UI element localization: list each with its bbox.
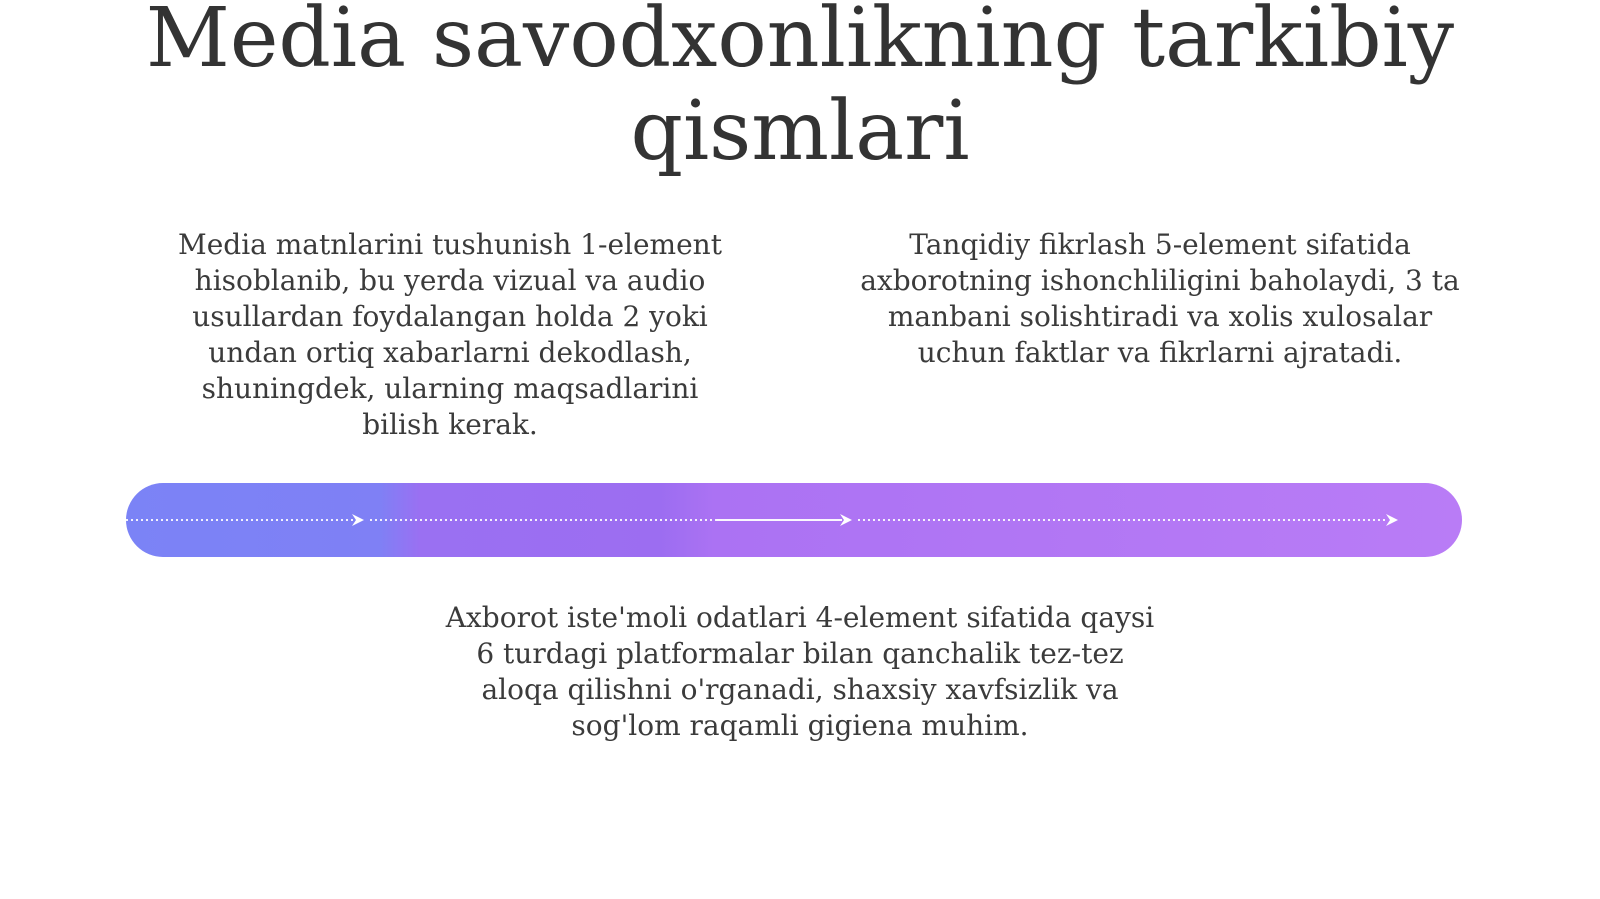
timeline-bar bbox=[126, 483, 1462, 557]
page-title: Media savodxonlikning tarkibiy qismlari bbox=[145, 0, 1455, 179]
timeline-graphic bbox=[126, 483, 1462, 557]
element-note-critical-thinking: Tanqidiy fikrlash 5-element sifatida axborotning ishonchliligini baholaydi, 3 ta manbani solishtiradi va xolis xulosalar uchun faktlar va fikrlarni ajratadi. bbox=[860, 228, 1460, 369]
element-note-consumption-habits: Axborot iste'moli odatlari 4-element sifatida qaysi 6 turdagi platformalar bilan qanchalik tez-tez aloqa qilishni o'rganadi, shaxsiy xavfsizlik va sog'lom raqamli gigiena muhim. bbox=[445, 601, 1155, 742]
element-note-understanding: Media matnlarini tushunish 1-element hisoblanib, bu yerda vizual va audio usullardan foydalangan holda 2 yoki undan ortiq xabarlarni dekodlash, shuningdek, ularning maqsadlarini bilish kerak. bbox=[178, 228, 722, 441]
